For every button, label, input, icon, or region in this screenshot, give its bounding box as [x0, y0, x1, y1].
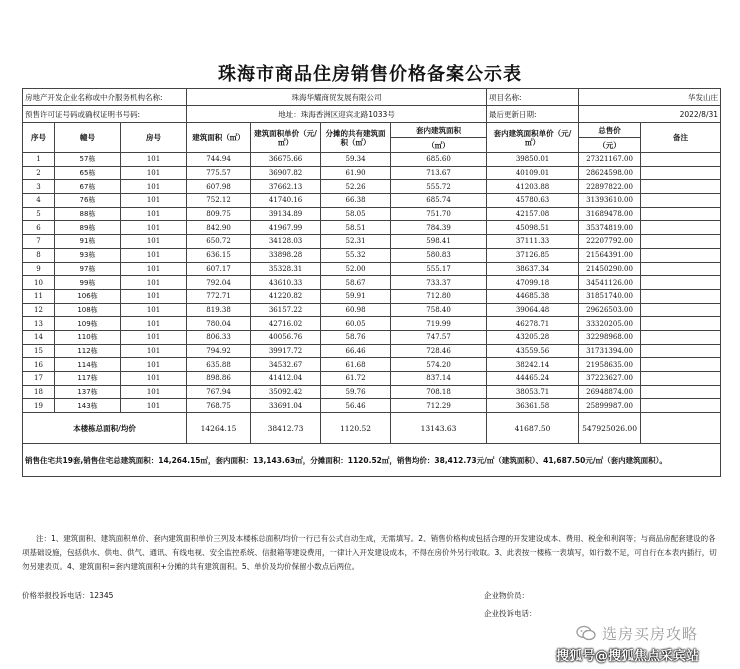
cell-remarks	[641, 330, 721, 344]
cell-area: 794.92	[187, 344, 251, 358]
cell-shared: 52.31	[321, 235, 391, 249]
info-row-developer	[23, 89, 721, 106]
cell-area: 780.04	[187, 317, 251, 331]
cell-total: 31731394.00	[579, 344, 641, 358]
cell-remarks	[641, 166, 721, 180]
cell-shared: 58.51	[321, 221, 391, 235]
cell-seq: 16	[23, 358, 55, 372]
cell-shared: 66.46	[321, 344, 391, 358]
cell-area: 792.04	[187, 276, 251, 290]
cell-unit-price: 36675.66	[251, 153, 321, 167]
cell-unit-price: 39917.72	[251, 344, 321, 358]
totals-unit-price: 38412.73	[251, 413, 321, 444]
cell-shared: 58.76	[321, 330, 391, 344]
cell-unit-price: 37662.13	[251, 180, 321, 194]
cell-inner: 719.99	[391, 317, 487, 331]
cell-area: 819.38	[187, 303, 251, 317]
cell-shared: 61.90	[321, 166, 391, 180]
cell-inner-price: 37126.85	[487, 248, 579, 262]
col-seq: 序号	[23, 123, 55, 153]
enterprise-phone: 企业投诉电话：	[484, 609, 537, 618]
cell-building: 106栋	[55, 289, 121, 303]
cell-inner-price: 45780.63	[487, 194, 579, 208]
cell-unit-price: 34128.03	[251, 235, 321, 249]
cell-inner: 733.37	[391, 276, 487, 290]
col-inner-area: 套内建筑面积	[391, 123, 487, 138]
totals-remarks	[641, 413, 721, 444]
cell-inner-price: 43559.56	[487, 344, 579, 358]
cell-area: 842.90	[187, 221, 251, 235]
cell-inner-price: 47099.18	[487, 276, 579, 290]
update-label: 最后更新日期:	[487, 106, 579, 123]
cell-room: 101	[121, 221, 187, 235]
cell-area: 768.75	[187, 399, 251, 413]
cell-shared: 58.05	[321, 207, 391, 221]
cell-remarks	[641, 248, 721, 262]
cell-area: 767.94	[187, 385, 251, 399]
cell-building: 117栋	[55, 372, 121, 386]
cell-room: 101	[121, 276, 187, 290]
cell-inner-price: 46278.71	[487, 317, 579, 331]
cell-shared: 61.68	[321, 358, 391, 372]
cell-seq: 12	[23, 303, 55, 317]
enterprise-staff: 企业物价员：	[484, 591, 529, 600]
cell-remarks	[641, 372, 721, 386]
cell-inner: 555.17	[391, 262, 487, 276]
cell-building: 112栋	[55, 344, 121, 358]
cell-total: 27321167.00	[579, 153, 641, 167]
permit-label: 预售许可证号码或确权证明书号码:	[23, 106, 187, 123]
cell-seq: 9	[23, 262, 55, 276]
cell-total: 32298968.00	[579, 330, 641, 344]
cell-building: 110栋	[55, 330, 121, 344]
table-row	[23, 276, 721, 290]
cell-room: 101	[121, 289, 187, 303]
cell-inner-price: 38242.14	[487, 358, 579, 372]
cell-unit-price: 41412.04	[251, 372, 321, 386]
cell-unit-price: 41740.16	[251, 194, 321, 208]
cell-building: 65栋	[55, 166, 121, 180]
cell-total: 35374819.00	[579, 221, 641, 235]
cell-inner: 685.74	[391, 194, 487, 208]
cell-seq: 3	[23, 180, 55, 194]
cell-room: 101	[121, 207, 187, 221]
cell-total: 22207792.00	[579, 235, 641, 249]
cell-room: 101	[121, 399, 187, 413]
cell-unit-price: 35092.42	[251, 385, 321, 399]
cell-area: 607.98	[187, 180, 251, 194]
cell-inner-price: 39064.48	[487, 303, 579, 317]
cell-inner-price: 39850.01	[487, 153, 579, 167]
cell-room: 101	[121, 358, 187, 372]
cell-remarks	[641, 317, 721, 331]
cell-seq: 13	[23, 317, 55, 331]
notes: 注：1、建筑面积、建筑面积单价、套内建筑面积单价三列及本楼栋总面积/均价一行已有公式自动生成，无需填写。2、销售价格构成包括合理的开发建设成本、费用、税金和利润等；与商品房配套建设的各项基础设施，包括供水、供电、供气、通讯、有线电视、安全监控系统、信报箱等建设费用，一律计入开发建设成本，不得在房价外另行收取。3、此表按一楼栋一表填写，如行数不足，可自行在本表内插行，切勿另建表页。4、建筑面积=套内建筑面积+分摊的共有建筑面积。5、单价及均价保留小数点后两位。	[22, 534, 717, 571]
cell-shared: 56.46	[321, 399, 391, 413]
cell-inner: 712.29	[391, 399, 487, 413]
cell-shared: 61.72	[321, 372, 391, 386]
cell-shared: 59.76	[321, 385, 391, 399]
cell-room: 101	[121, 303, 187, 317]
cell-area: 809.75	[187, 207, 251, 221]
watermark-title: 选房买房攻略	[602, 625, 699, 643]
cell-inner: 728.46	[391, 344, 487, 358]
cell-inner: 837.14	[391, 372, 487, 386]
table-row	[23, 180, 721, 194]
cell-remarks	[641, 358, 721, 372]
cell-building: 108栋	[55, 303, 121, 317]
table-row	[23, 317, 721, 331]
cell-shared: 59.91	[321, 289, 391, 303]
cell-seq: 18	[23, 385, 55, 399]
cell-room: 101	[121, 194, 187, 208]
table-row	[23, 372, 721, 386]
cell-total: 28624598.00	[579, 166, 641, 180]
cell-inner-price: 43205.28	[487, 330, 579, 344]
cell-inner: 574.20	[391, 358, 487, 372]
table-row	[23, 221, 721, 235]
cell-unit-price: 34532.67	[251, 358, 321, 372]
cell-inner-price: 44685.38	[487, 289, 579, 303]
cell-remarks	[641, 153, 721, 167]
cell-seq: 1	[23, 153, 55, 167]
cell-total: 21564391.00	[579, 248, 641, 262]
cell-room: 101	[121, 180, 187, 194]
cell-area: 806.33	[187, 330, 251, 344]
cell-inner: 713.67	[391, 166, 487, 180]
cell-remarks	[641, 207, 721, 221]
cell-inner: 598.41	[391, 235, 487, 249]
col-total-price: 总售价	[579, 123, 641, 138]
address-value: 地址：珠海香洲区迎宾北路1033号	[187, 106, 487, 123]
cell-total: 29626503.00	[579, 303, 641, 317]
table-header	[23, 123, 721, 138]
cell-inner-price: 38053.71	[487, 385, 579, 399]
cell-area: 772.71	[187, 289, 251, 303]
cell-building: 93栋	[55, 248, 121, 262]
watermark-source: 搜狐号@搜狐焦点采宾站	[556, 649, 700, 664]
cell-remarks	[641, 344, 721, 358]
info-row-permit	[23, 106, 721, 123]
cell-remarks	[641, 235, 721, 249]
complaint-phone: 价格举报投诉电话：12345	[22, 591, 114, 600]
cell-inner: 580.83	[391, 248, 487, 262]
cell-room: 101	[121, 330, 187, 344]
wechat-icon	[576, 625, 596, 641]
cell-building: 89栋	[55, 221, 121, 235]
cell-unit-price: 39134.89	[251, 207, 321, 221]
table-row	[23, 289, 721, 303]
project-value: 华发山庄	[579, 89, 721, 106]
col-building: 幢号	[55, 123, 121, 153]
table-row	[23, 344, 721, 358]
col-inner-area-unit: （㎡）	[391, 138, 487, 153]
cell-inner-price: 45098.51	[487, 221, 579, 235]
cell-building: 137栋	[55, 385, 121, 399]
cell-total: 33320205.00	[579, 317, 641, 331]
cell-seq: 6	[23, 221, 55, 235]
cell-unit-price: 42716.02	[251, 317, 321, 331]
cell-area: 775.57	[187, 166, 251, 180]
cell-remarks	[641, 303, 721, 317]
cell-total: 26948874.00	[579, 385, 641, 399]
cell-remarks	[641, 289, 721, 303]
table-row	[23, 385, 721, 399]
cell-shared: 55.32	[321, 248, 391, 262]
table-row	[23, 358, 721, 372]
price-table	[22, 88, 721, 477]
cell-shared: 59.34	[321, 153, 391, 167]
cell-inner: 758.40	[391, 303, 487, 317]
cell-area: 607.17	[187, 262, 251, 276]
cell-inner-price: 42157.08	[487, 207, 579, 221]
cell-total: 22897822.00	[579, 180, 641, 194]
col-area: 建筑面积（㎡）	[187, 123, 251, 153]
cell-unit-price: 41220.82	[251, 289, 321, 303]
cell-seq: 8	[23, 248, 55, 262]
cell-seq: 10	[23, 276, 55, 290]
cell-inner: 555.72	[391, 180, 487, 194]
cell-seq: 11	[23, 289, 55, 303]
cell-seq: 17	[23, 372, 55, 386]
cell-area: 650.72	[187, 235, 251, 249]
col-total-price-unit: （元）	[579, 138, 641, 153]
table-row	[23, 153, 721, 167]
cell-remarks	[641, 180, 721, 194]
summary-text: 销售住宅共19套,销售住宅总建筑面积：14,264.15㎡，套内面积：13,143.63㎡，分摊面积：1120.52㎡，销售均价：38,412.73元/㎡（建筑面积）、41,687.50元/㎡（套内建筑面积）。	[23, 444, 721, 477]
cell-building: 76栋	[55, 194, 121, 208]
cell-total: 21958635.00	[579, 358, 641, 372]
cell-inner: 747.57	[391, 330, 487, 344]
cell-inner-price: 37111.33	[487, 235, 579, 249]
cell-building: 143栋	[55, 399, 121, 413]
table-row	[23, 248, 721, 262]
cell-room: 101	[121, 317, 187, 331]
totals-total: 547925026.00	[579, 413, 641, 444]
cell-room: 101	[121, 372, 187, 386]
cell-building: 88栋	[55, 207, 121, 221]
cell-building: 109栋	[55, 317, 121, 331]
cell-remarks	[641, 385, 721, 399]
cell-area: 752.12	[187, 194, 251, 208]
cell-area: 635.88	[187, 358, 251, 372]
table-row	[23, 166, 721, 180]
cell-inner-price: 44465.24	[487, 372, 579, 386]
cell-room: 101	[121, 248, 187, 262]
totals-shared: 1120.52	[321, 413, 391, 444]
cell-seq: 15	[23, 344, 55, 358]
cell-room: 101	[121, 235, 187, 249]
cell-remarks	[641, 262, 721, 276]
cell-inner-price: 36361.58	[487, 399, 579, 413]
totals-row	[23, 413, 721, 444]
cell-total: 21450290.00	[579, 262, 641, 276]
cell-unit-price: 36907.82	[251, 166, 321, 180]
cell-seq: 19	[23, 399, 55, 413]
cell-room: 101	[121, 262, 187, 276]
cell-shared: 52.26	[321, 180, 391, 194]
cell-seq: 5	[23, 207, 55, 221]
developer-value: 珠海华耀商贸发展有限公司	[187, 89, 487, 106]
col-shared-area: 分摊的共有建筑面积（㎡）	[321, 123, 391, 153]
cell-unit-price: 33898.28	[251, 248, 321, 262]
cell-remarks	[641, 194, 721, 208]
table-row	[23, 194, 721, 208]
cell-building: 91栋	[55, 235, 121, 249]
cell-unit-price: 33691.04	[251, 399, 321, 413]
table-body	[23, 153, 721, 413]
cell-building: 114栋	[55, 358, 121, 372]
cell-inner-price: 40109.01	[487, 166, 579, 180]
totals-area: 14264.15	[187, 413, 251, 444]
cell-area: 744.94	[187, 153, 251, 167]
cell-seq: 4	[23, 194, 55, 208]
cell-inner: 685.60	[391, 153, 487, 167]
table-row	[23, 330, 721, 344]
cell-unit-price: 36157.22	[251, 303, 321, 317]
col-inner-price: 套内建筑面积单价（元/㎡）	[487, 123, 579, 153]
cell-shared: 60.05	[321, 317, 391, 331]
totals-inner: 13143.63	[391, 413, 487, 444]
table-row	[23, 399, 721, 413]
table-row	[23, 303, 721, 317]
cell-building: 97栋	[55, 262, 121, 276]
cell-total: 37223627.00	[579, 372, 641, 386]
cell-room: 101	[121, 385, 187, 399]
table-row	[23, 262, 721, 276]
cell-total: 31851740.00	[579, 289, 641, 303]
cell-unit-price: 35328.31	[251, 262, 321, 276]
cell-inner: 708.18	[391, 385, 487, 399]
cell-shared: 60.98	[321, 303, 391, 317]
cell-unit-price: 41967.99	[251, 221, 321, 235]
cell-shared: 52.00	[321, 262, 391, 276]
cell-building: 57栋	[55, 153, 121, 167]
col-unit-price: 建筑面积单价（元/㎡）	[251, 123, 321, 153]
cell-inner: 784.39	[391, 221, 487, 235]
totals-inner-price: 41687.50	[487, 413, 579, 444]
cell-seq: 2	[23, 166, 55, 180]
summary-row	[23, 444, 721, 477]
cell-shared: 58.67	[321, 276, 391, 290]
cell-shared: 66.38	[321, 194, 391, 208]
cell-total: 31689478.00	[579, 207, 641, 221]
cell-area: 898.86	[187, 372, 251, 386]
cell-inner-price: 41203.88	[487, 180, 579, 194]
cell-room: 101	[121, 344, 187, 358]
cell-unit-price: 43610.33	[251, 276, 321, 290]
cell-remarks	[641, 276, 721, 290]
cell-total: 25899987.00	[579, 399, 641, 413]
cell-seq: 14	[23, 330, 55, 344]
table-row	[23, 207, 721, 221]
col-remarks: 备注	[641, 123, 721, 153]
cell-building: 99栋	[55, 276, 121, 290]
cell-building: 67栋	[55, 180, 121, 194]
cell-inner: 712.80	[391, 289, 487, 303]
project-label: 项目名称:	[487, 89, 579, 106]
cell-area: 636.15	[187, 248, 251, 262]
cell-room: 101	[121, 166, 187, 180]
table-row	[23, 235, 721, 249]
cell-total: 34541126.00	[579, 276, 641, 290]
cell-unit-price: 40056.76	[251, 330, 321, 344]
cell-inner-price: 38637.34	[487, 262, 579, 276]
developer-label: 房地产开发企业名称或中介服务机构名称:	[23, 89, 187, 106]
cell-inner: 751.70	[391, 207, 487, 221]
cell-remarks	[641, 399, 721, 413]
totals-label: 本楼栋总面积/均价	[23, 413, 187, 444]
cell-total: 31393610.00	[579, 194, 641, 208]
cell-seq: 7	[23, 235, 55, 249]
page-title: 珠海市商品住房销售价格备案公示表	[218, 64, 522, 85]
col-room: 房号	[121, 123, 187, 153]
update-value: 2022/8/31	[579, 106, 721, 123]
cell-remarks	[641, 221, 721, 235]
cell-room: 101	[121, 153, 187, 167]
